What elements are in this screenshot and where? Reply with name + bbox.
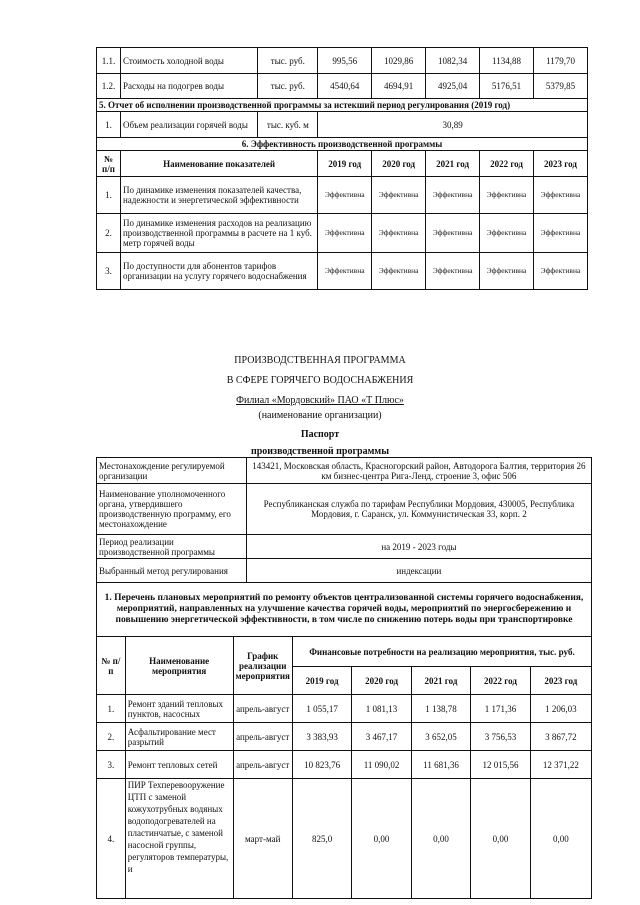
col-year-header: 2021 год [426,151,480,177]
measures-title: 1. Перечень плановых мероприятий по ремонту объектов централизованной системы горячего водоснабжения, мероприятий, направленных на улучшение качества горячей воды, мероприятий по энергосбережению и повышению энергетической эффективности, в том числе по снижению потерь воды при транспортировке [97,583,592,637]
value-cell: 4694,91 [372,74,426,99]
passport-label: Местонахождение регулируемой организации [97,458,247,484]
program-title: ПРОИЗВОДСТВЕННАЯ ПРОГРАММА [234,355,406,366]
program-subtitle: В СФЕРЕ ГОРЯЧЕГО ВОДОСНАБЖЕНИЯ [226,375,414,386]
table-row [97,74,588,99]
section-title-row [97,583,592,637]
row-name: По динамике изменения расходов на реализацию производственной программы в расчете на 1 куб. метр горячей воды [120,214,317,253]
col-year-header: 2019 год [318,151,372,177]
value-cell: 1082,34 [426,48,480,74]
table-row [97,779,592,899]
value-cell: 5176,51 [480,74,534,99]
table-row [97,723,592,751]
row-num: 2. [97,723,126,751]
row-name: ПИР Техперевооружение ЦТП с заменой кожухотрубных водяных водоподогревателей на пластинчатые, с заменой насосной группы, регуляторов температуры, и [125,779,233,899]
value-cell: Эффективна [318,214,372,253]
passport-value: на 2019 - 2023 годы [246,535,591,559]
top-table [96,47,588,290]
table-row [97,48,588,74]
col-num-header: № п/п [97,151,121,177]
value-cell: 3 652,05 [411,723,470,751]
col-year-header: 2022 год [480,151,534,177]
passport-row [97,458,592,484]
value-cell: 30,89 [318,112,588,138]
value-cell: 0,00 [471,779,530,899]
value-cell: Эффективна [480,214,534,253]
table-header-row [97,637,592,667]
value-cell: 1029,86 [372,48,426,74]
value-cell: Эффективна [426,253,480,290]
row-num: 2. [97,214,121,253]
row-schedule: апрель-август [233,723,292,751]
row-unit: тыс. руб. [258,48,318,74]
value-cell: 1 055,17 [292,695,351,723]
value-cell: 1 081,13 [352,695,411,723]
table-row [97,253,588,290]
value-cell: 1134,88 [480,48,534,74]
col-year-header: 2022 год [471,667,530,695]
value-cell: 3 383,93 [292,723,351,751]
value-cell: Эффективна [533,214,587,253]
value-cell: 4925,04 [426,74,480,99]
value-cell: Эффективна [426,177,480,214]
value-cell: 0,00 [530,779,591,899]
passport-row [97,535,592,559]
col-finance-header: Финансовые потребности на реализацию мероприятия, тыс. руб. [292,637,591,667]
row-schedule: апрель-август [233,751,292,779]
passport-value: индексации [246,559,591,583]
passport-row [97,559,592,583]
value-cell: 825,0 [292,779,351,899]
passport-label: Наименование уполномоченного органа, утвердившего производственную программу, его местонахождение [97,484,247,535]
row-num: 1. [97,177,121,214]
col-year-header: 2023 год [533,151,587,177]
value-cell: 1 171,36 [471,695,530,723]
table-row [97,177,588,214]
row-num: 3. [97,751,126,779]
row-num: 4. [97,779,126,899]
value-cell: 0,00 [411,779,470,899]
row-name: По доступности для абонентов тарифов организации на услугу горячего водоснабжения [120,253,317,290]
section-title-row [97,138,588,151]
table-row [97,695,592,723]
value-cell: Эффективна [372,253,426,290]
value-cell: 5379,85 [533,74,587,99]
value-cell: Эффективна [480,253,534,290]
col-name-header: Наименование мероприятия [125,637,233,695]
value-cell: Эффективна [318,177,372,214]
row-num: 1.2. [97,74,121,99]
col-year-header: 2020 год [352,667,411,695]
value-cell: Эффективна [480,177,534,214]
section-title-row [97,99,588,112]
row-name: Ремонт зданий тепловых пунктов, насосных [125,695,233,723]
value-cell: 12 371,22 [530,751,591,779]
value-cell: 11 681,36 [411,751,470,779]
col-year-header: 2021 год [411,667,470,695]
measures-table [96,582,592,899]
passport-subtitle: производственной программы [250,446,390,457]
col-year-header: 2019 год [292,667,351,695]
row-schedule: апрель-август [233,695,292,723]
col-schedule-header: График реализации мероприятия [233,637,292,695]
value-cell: Эффективна [426,214,480,253]
row-name: Ремонт тепловых сетей [125,751,233,779]
passport-value: 143421, Московская область, Красногорский район, Автодорога Балтия, территория 26 км бизнес-центра Рига-Ленд, строение 3, офис 506 [246,458,591,484]
value-cell: 0,00 [352,779,411,899]
passport-value: Республиканская служба по тарифам Республики Мордовия, 430005, Республика Мордовия, г. Саранск, ул. Коммунистическая 33, корп. 2 [246,484,591,535]
row-num: 3. [97,253,121,290]
col-num-header: № п/п [97,637,126,695]
value-cell: 3 756,53 [471,723,530,751]
row-name: Стоимость холодной воды [120,48,258,74]
value-cell: Эффективна [533,253,587,290]
row-num: 1.1. [97,48,121,74]
value-cell: 3 467,17 [352,723,411,751]
value-cell: Эффективна [372,177,426,214]
row-unit: тыс. руб. [258,74,318,99]
section6-title: 6. Эффективность производственной программы [97,138,588,151]
table-header-row [97,151,588,177]
value-cell: 995,56 [318,48,372,74]
value-cell: 3 867,72 [530,723,591,751]
value-cell: 11 090,02 [352,751,411,779]
row-schedule: март-май [233,779,292,899]
value-cell: Эффективна [318,253,372,290]
row-unit: тыс. куб. м [258,112,318,138]
row-name: По динамике изменения показателей качества, надежности и энергетической эффективности [120,177,317,214]
organization-name: Филиал «Мордовский» ПАО «Т Плюс» [236,395,404,406]
col-name-header: Наименование показателей [120,151,317,177]
row-name: Асфальтирование мест разрытий [125,723,233,751]
table-row [97,112,588,138]
passport-row [97,484,592,535]
table-row [97,214,588,253]
passport-label: Период реализации производственной программы [97,535,247,559]
value-cell: Эффективна [372,214,426,253]
value-cell: 1179,70 [533,48,587,74]
value-cell: 1 138,78 [411,695,470,723]
value-cell: Эффективна [533,177,587,214]
passport-title: Паспорт [300,429,340,440]
value-cell: 1 206,03 [530,695,591,723]
row-name: Объем реализации горячей воды [120,112,258,138]
table-row [97,751,592,779]
row-name: Расходы на подогрев воды [120,74,258,99]
col-year-header: 2023 год [530,667,591,695]
section5-title: 5. Отчет об исполнении производственной программы за истекший период регулирования (2019 год) [97,99,588,112]
organization-caption: (наименование организации) [258,410,382,421]
col-year-header: 2020 год [372,151,426,177]
passport-table [96,457,592,583]
row-num: 1. [97,112,121,138]
value-cell: 4540,64 [318,74,372,99]
value-cell: 12 015,56 [471,751,530,779]
passport-label: Выбранный метод регулирования [97,559,247,583]
value-cell: 10 823,76 [292,751,351,779]
row-num: 1. [97,695,126,723]
